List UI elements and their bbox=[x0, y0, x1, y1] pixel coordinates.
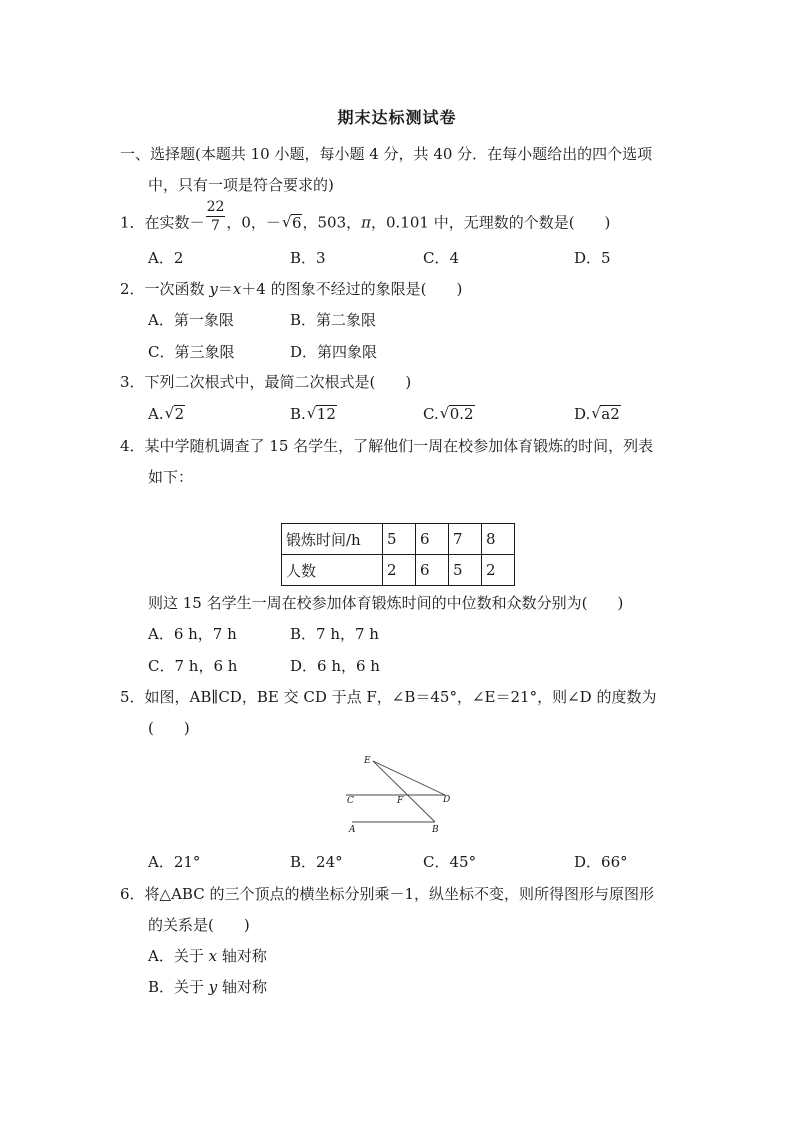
q6-option-a-pre: A．关于 bbox=[148, 947, 209, 965]
table-cell: 8 bbox=[482, 524, 515, 555]
table-cell: 人数 bbox=[282, 555, 383, 586]
label-a: A bbox=[349, 825, 356, 835]
q1-option-a: A．2 bbox=[148, 249, 184, 267]
label-f: F bbox=[397, 796, 404, 806]
question-5 bbox=[120, 687, 656, 707]
table-cell: 2 bbox=[482, 555, 515, 586]
section1-line1: 一、选择题(本题共 10 小题，每小题 4 分，共 40 分．在每小题给出的四个选项 bbox=[120, 145, 653, 163]
q6-option-a-post: 轴对称 bbox=[217, 947, 267, 965]
label-e: E bbox=[364, 756, 371, 766]
q1-sqrt-rad: 6 bbox=[291, 213, 302, 232]
label-b: B bbox=[432, 825, 439, 835]
question-1 bbox=[120, 199, 611, 235]
q3-option-b-label: B. bbox=[290, 405, 306, 423]
q5-option-d: D．66° bbox=[574, 853, 628, 871]
line-ed bbox=[373, 761, 445, 795]
table-row bbox=[282, 555, 515, 586]
q2-option-c: C．第三象限 bbox=[148, 343, 235, 361]
question-3 bbox=[120, 372, 411, 392]
q3-number: 3． bbox=[120, 373, 145, 391]
q5-option-b: B．24° bbox=[290, 853, 343, 871]
q2-option-b: B．第二象限 bbox=[290, 311, 377, 329]
q6-option-a bbox=[148, 946, 267, 966]
q3-option-c-rad: 0.2 bbox=[449, 405, 474, 423]
q3-option-d bbox=[574, 404, 621, 424]
question-2 bbox=[120, 279, 462, 299]
q2-option-a: A．第一象限 bbox=[148, 311, 234, 329]
q1-sqrt bbox=[282, 213, 303, 233]
q3-option-b bbox=[290, 404, 337, 424]
q5-option-a: A．21° bbox=[148, 853, 201, 871]
q5-line1: 如图，AB∥CD，BE 交 CD 于点 F，∠B＝45°，∠E＝21°，则∠D 的度数为 bbox=[144, 688, 657, 706]
q2-x: x bbox=[232, 280, 242, 298]
table-row bbox=[282, 524, 515, 555]
q2-post: ＋4 的图象不经过的象限是( ) bbox=[241, 280, 463, 298]
q6-option-b-post: 轴对称 bbox=[217, 978, 268, 996]
table-cell: 5 bbox=[449, 555, 482, 586]
page-title: 期末达标测试卷 bbox=[337, 108, 457, 127]
q1-pre: 在实数－ bbox=[144, 213, 205, 232]
q1-fraction bbox=[206, 198, 226, 235]
q5-number: 5． bbox=[120, 688, 145, 706]
q5-geometry-figure bbox=[335, 750, 455, 840]
q2-eq: ＝ bbox=[217, 280, 233, 298]
q4-number: 4． bbox=[120, 437, 145, 455]
q3-option-b-sqrt bbox=[307, 404, 337, 424]
line-eb bbox=[373, 761, 435, 822]
q5-option-c: C．45° bbox=[423, 853, 477, 871]
q4-line1: 某中学随机调查了 15 名学生，了解他们一周在校参加体育锻炼的时间，列表 bbox=[144, 437, 654, 455]
q1-frac-num: 22 bbox=[206, 199, 225, 215]
q3-option-c-label: C. bbox=[423, 405, 439, 423]
question-6 bbox=[120, 884, 654, 904]
q1-mid1: ，0，－ bbox=[226, 213, 281, 232]
label-c: C bbox=[347, 796, 354, 806]
q2-option-d: D．第四象限 bbox=[290, 343, 378, 361]
q3-option-a-label: A. bbox=[148, 405, 164, 423]
question-4 bbox=[120, 436, 653, 456]
q4-line3: 则这 15 名学生一周在校参加体育锻炼时间的中位数和众数分别为( ) bbox=[148, 594, 624, 612]
q1-frac-den: 7 bbox=[211, 218, 220, 234]
q3-option-b-rad: 12 bbox=[316, 405, 336, 423]
q1-option-d: D．5 bbox=[574, 249, 611, 267]
q2-pre: 一次函数 bbox=[144, 280, 210, 298]
q4-option-c: C．7 h，6 h bbox=[148, 657, 238, 675]
q6-option-a-var: x bbox=[208, 947, 218, 965]
label-d: D bbox=[443, 795, 451, 805]
section1-line2: 中，只有一项是符合要求的) bbox=[148, 176, 334, 194]
q4-option-b: B．7 h，7 h bbox=[290, 625, 379, 643]
q3-option-c-sqrt bbox=[440, 404, 475, 424]
q2-number: 2． bbox=[120, 280, 145, 298]
q6-line1: 将△ABC 的三个顶点的横坐标分别乘－1，纵坐标不变，则所得图形与原图形 bbox=[144, 885, 655, 903]
q6-option-b-pre: B．关于 bbox=[148, 978, 209, 996]
q3-option-a-rad: 2 bbox=[174, 405, 185, 423]
q5-line2: ( ) bbox=[148, 719, 190, 737]
q3-option-a bbox=[148, 404, 185, 424]
q6-option-b bbox=[148, 977, 267, 997]
q4-option-d: D．6 h，6 h bbox=[290, 657, 380, 675]
q4-line2: 如下： bbox=[148, 468, 194, 486]
q1-number: 1． bbox=[120, 213, 145, 232]
table-cell: 6 bbox=[416, 524, 449, 555]
q3-option-c bbox=[423, 404, 475, 424]
table-cell: 2 bbox=[383, 555, 416, 586]
q1-post: ，0.101 中，无理数的个数是( ) bbox=[370, 213, 611, 232]
q6-option-b-var: y bbox=[208, 978, 218, 996]
q2-y: y bbox=[209, 280, 218, 298]
q1-option-b: B．3 bbox=[290, 249, 326, 267]
q6-line2: 的关系是( ) bbox=[148, 916, 250, 934]
q3-option-d-label: D. bbox=[574, 405, 591, 423]
q1-mid2: ，503， bbox=[302, 213, 362, 232]
q6-number: 6． bbox=[120, 885, 145, 903]
q4-option-a: A．6 h，7 h bbox=[148, 625, 237, 643]
q4-table bbox=[281, 523, 515, 586]
q3-text: 下列二次根式中，最简二次根式是( ) bbox=[144, 373, 412, 391]
q3-option-a-sqrt bbox=[165, 404, 186, 424]
q1-option-c: C．4 bbox=[423, 249, 460, 267]
q3-option-d-sqrt bbox=[591, 404, 621, 424]
table-cell: 锻炼时间/h bbox=[282, 524, 383, 555]
table-cell: 5 bbox=[383, 524, 416, 555]
q1-pi: π bbox=[361, 213, 371, 232]
table-cell: 7 bbox=[449, 524, 482, 555]
table-cell: 6 bbox=[416, 555, 449, 586]
q3-option-d-rad: a2 bbox=[601, 405, 620, 423]
